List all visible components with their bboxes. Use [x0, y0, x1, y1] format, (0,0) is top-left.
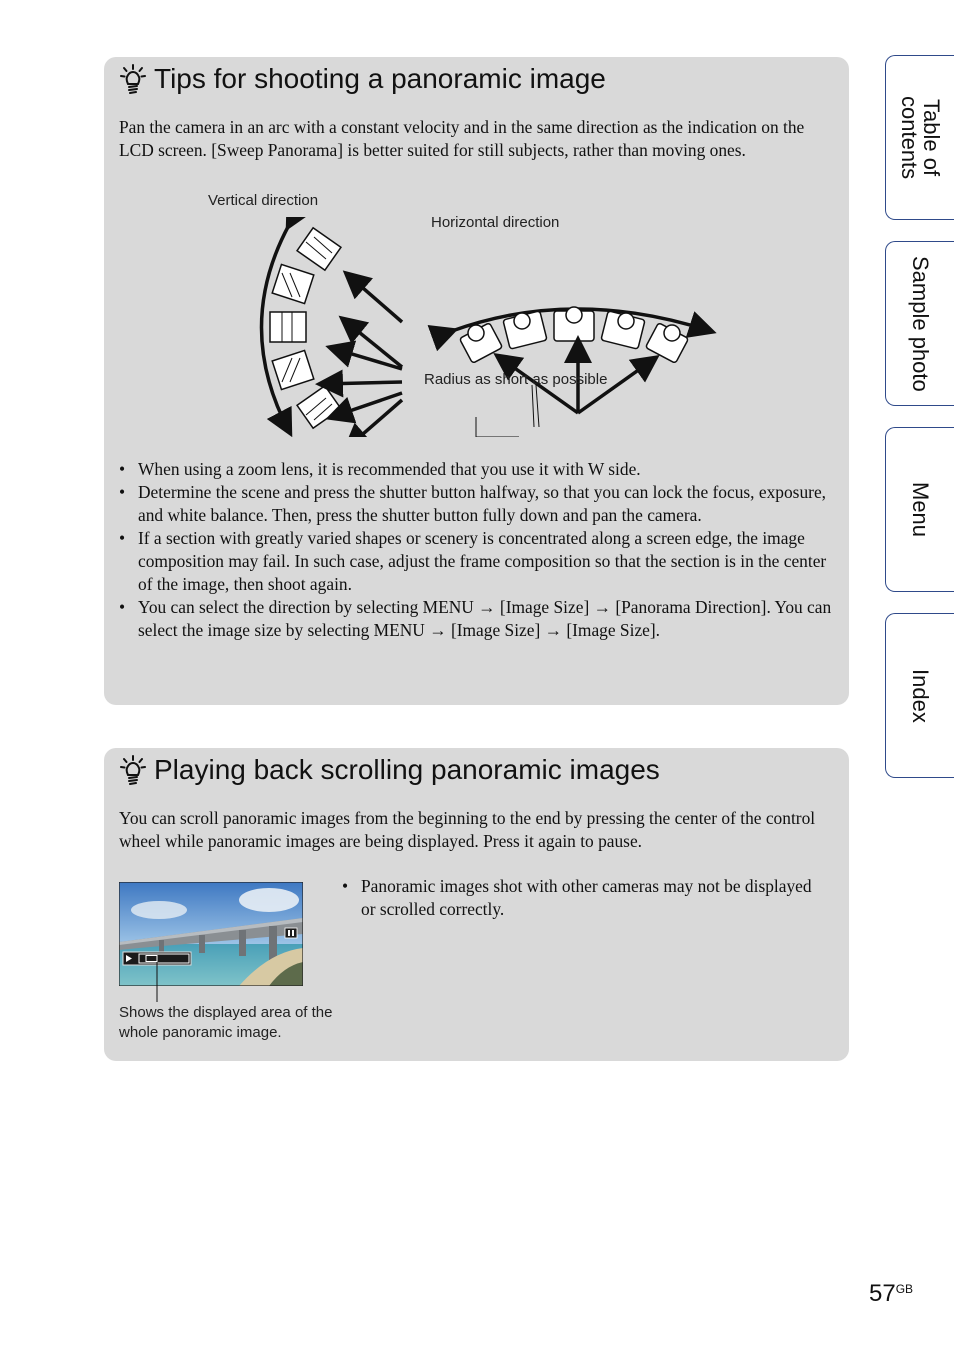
tab-label: Sample photo: [908, 255, 933, 392]
panorama-caption: Shows the displayed area of the whole panoramic image.: [119, 1004, 333, 1041]
page-number: [869, 1280, 913, 1308]
list-item: • Panoramic images shot with other cameras may not be displayed or scrolled correctly.: [342, 875, 812, 921]
tips-title: Tips for shooting a panoramic image: [154, 63, 606, 94]
panorama-preview-image: [119, 882, 303, 986]
list-item: • If a section with greatly varied shapes or scenery is concentrated along a screen edge, the image composition may fail. In such case, adjust the frame composition so that the section is in the center of the image, then shoot again.: [119, 527, 834, 596]
tab-label: Index: [908, 668, 933, 723]
list-item: • You can select the direction by selecting MENU → [Image Size] → [Panorama Direction]. You can select the image size by selecting MENU → [Image Size] → [Image Size].: [119, 596, 834, 642]
lightbulb-icon: [120, 64, 146, 94]
lightbulb-icon: [120, 755, 146, 785]
page-number-suffix: GB: [895, 1282, 914, 1296]
tab-table-of-contents[interactable]: [885, 55, 954, 220]
tips-heading: [120, 63, 606, 95]
tab-menu[interactable]: [885, 427, 954, 592]
page-number-value: 57: [869, 1280, 896, 1307]
list-item: • When using a zoom lens, it is recommended that you use it with W side.: [119, 458, 834, 481]
caption-leader-line: [154, 962, 164, 1002]
tips-bullet-list: [119, 458, 834, 642]
panning-diagram: [244, 217, 724, 437]
playback-title: Playing back scrolling panoramic images: [154, 754, 660, 785]
radius-label: Radius as short as possible: [424, 371, 608, 388]
playback-bullet-list: [342, 875, 812, 921]
playback-intro: You can scroll panoramic images from the beginning to the end by pressing the center of the control wheel while panoramic images are being displayed. Press it again to pause.: [119, 808, 816, 851]
tips-panel: [104, 57, 849, 705]
tab-label: Table of contents: [897, 95, 944, 180]
horizontal-direction-label: Horizontal direction: [431, 214, 560, 231]
vertical-direction-label: Vertical direction: [208, 192, 319, 209]
tab-sample-photo[interactable]: [885, 241, 954, 406]
list-item: • Determine the scene and press the shutter button halfway, so that you can lock the focus, exposure, and white balance. Then, press the shutter button fully down and pan the camera.: [119, 481, 834, 527]
tab-label: Menu: [908, 481, 933, 538]
tips-intro: Pan the camera in an arc with a constant velocity and in the same direction as the indication on the LCD screen. [Sweep Panorama] is better suited for still subjects, rather than moving ones.: [119, 117, 805, 160]
playback-panel: [104, 748, 849, 1061]
playback-heading: [120, 754, 660, 786]
tab-index[interactable]: [885, 613, 954, 778]
